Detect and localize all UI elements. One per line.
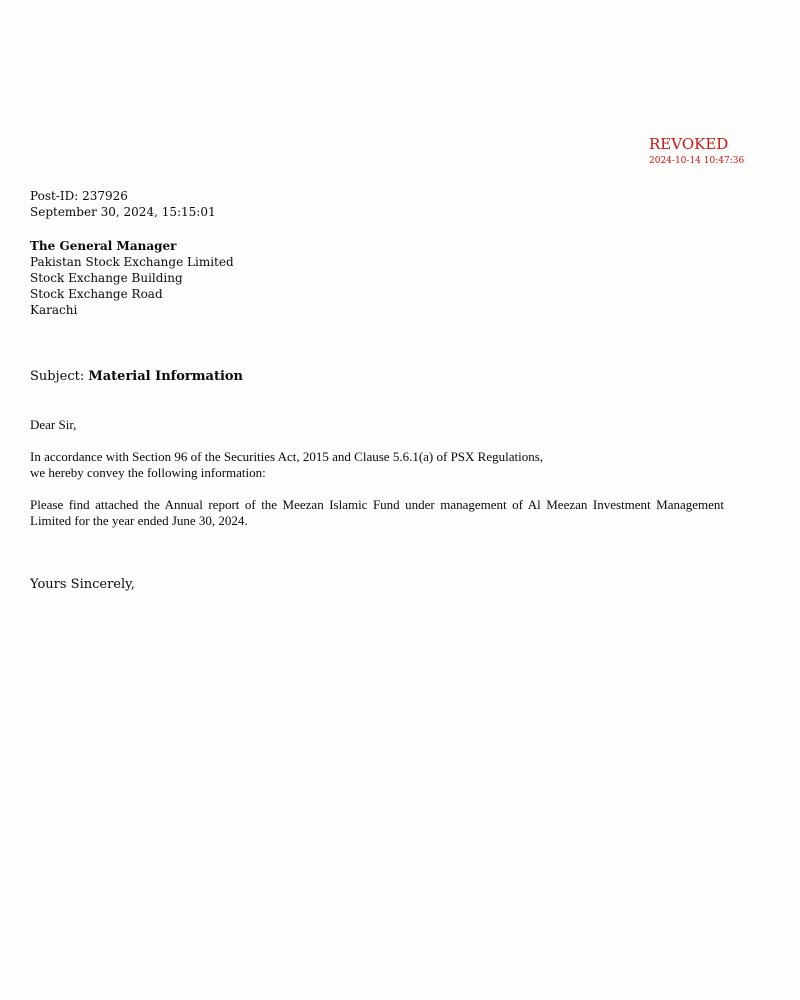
- body-paragraph-2: Please find attached the Annual report of the Meezan Islamic Fund under management of Al Meezan Investment Management Limited for the year ended June 30, 2024.: [30, 497, 724, 528]
- body-paragraph-1: [30, 449, 724, 481]
- revoked-stamp-label: REVOKED: [649, 135, 729, 153]
- post-id-line: Post-ID: 237926: [30, 189, 128, 203]
- body-paragraph-1-line-1: In accordance with Section 96 of the Securities Act, 2015 and Clause 5.6.1(a) of PSX Regulations,: [30, 449, 544, 464]
- subject-line: [30, 369, 243, 385]
- revoked-stamp: [649, 136, 744, 167]
- recipient-line: Karachi: [30, 303, 78, 317]
- subject-label: Subject:: [30, 369, 85, 384]
- recipient-line: Pakistan Stock Exchange Limited: [30, 255, 234, 269]
- letter-meta: [30, 188, 216, 220]
- recipient-line: Stock Exchange Road: [30, 287, 163, 301]
- recipient-line: Stock Exchange Building: [30, 271, 183, 285]
- subject-value: Material Information: [88, 369, 244, 384]
- revoked-stamp-timestamp: 2024-10-14 10:47:36: [649, 156, 745, 166]
- salutation: Dear Sir,: [30, 417, 77, 432]
- closing: Yours Sincerely,: [30, 577, 135, 592]
- body-paragraph-1-line-2: we hereby convey the following information:: [30, 465, 266, 480]
- recipient-address: [30, 238, 234, 318]
- date-line: September 30, 2024, 15:15:01: [30, 205, 216, 219]
- recipient-name: The General Manager: [30, 239, 177, 253]
